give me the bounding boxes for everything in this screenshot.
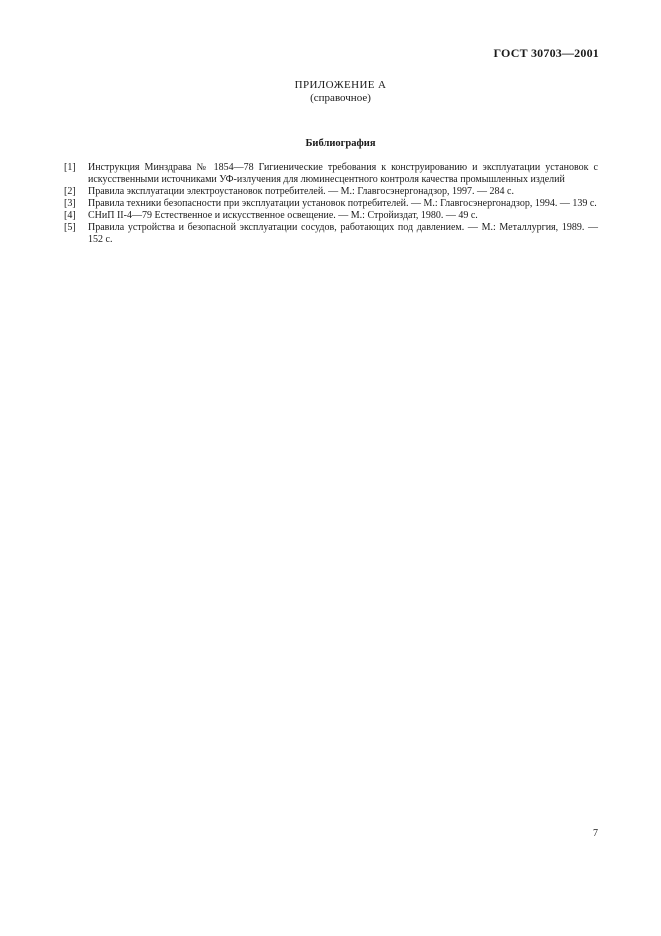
bibliography-item xyxy=(64,222,598,246)
bibliography-item-text: Правила эксплуатации электроустановок потребителей. — М.: Главгосэнергонадзор, 1997. — 284 с. xyxy=(88,186,514,197)
bibliography-item-number: [2] xyxy=(64,186,76,197)
bibliography-item xyxy=(64,210,598,222)
bibliography-item-text: Инструкция Минздрава № 1854—78 Гигиенические требования к конструированию и эксплуатации установок с искусственными источниками УФ-излучения для люминесцентного контроля качества промышленных изделий xyxy=(88,162,598,185)
bibliography-item-number: [3] xyxy=(64,198,76,209)
page-number: 7 xyxy=(593,828,598,839)
bibliography-item-text: Правила техники безопасности при эксплуатации установок потребителей. — М.: Главгосэнергонадзор, 1994. — 139 с. xyxy=(88,198,597,209)
appendix-subtitle: (справочное) xyxy=(310,92,371,104)
appendix-title: ПРИЛОЖЕНИЕ А xyxy=(294,79,387,91)
bibliography-item-number: [5] xyxy=(64,222,76,233)
bibliography-heading: Библиография xyxy=(305,138,376,149)
bibliography-list xyxy=(64,162,598,246)
bibliography-item-number: [4] xyxy=(64,210,76,221)
bibliography-item-text: Правила устройства и безопасной эксплуатации сосудов, работающих под давлением. — М.: Металлургия, 1989. — 152 с. xyxy=(88,222,598,245)
appendix-block xyxy=(0,79,661,105)
bibliography-item xyxy=(64,198,598,210)
bibliography-item-number: [1] xyxy=(64,162,76,173)
bibliography-item xyxy=(64,186,598,198)
standard-code: ГОСТ 30703—2001 xyxy=(493,46,599,60)
bibliography-item-text: СНиП II-4—79 Естественное и искусственное освещение. — М.: Стройиздат, 1980. — 49 с. xyxy=(88,210,478,221)
bibliography-item xyxy=(64,162,598,186)
